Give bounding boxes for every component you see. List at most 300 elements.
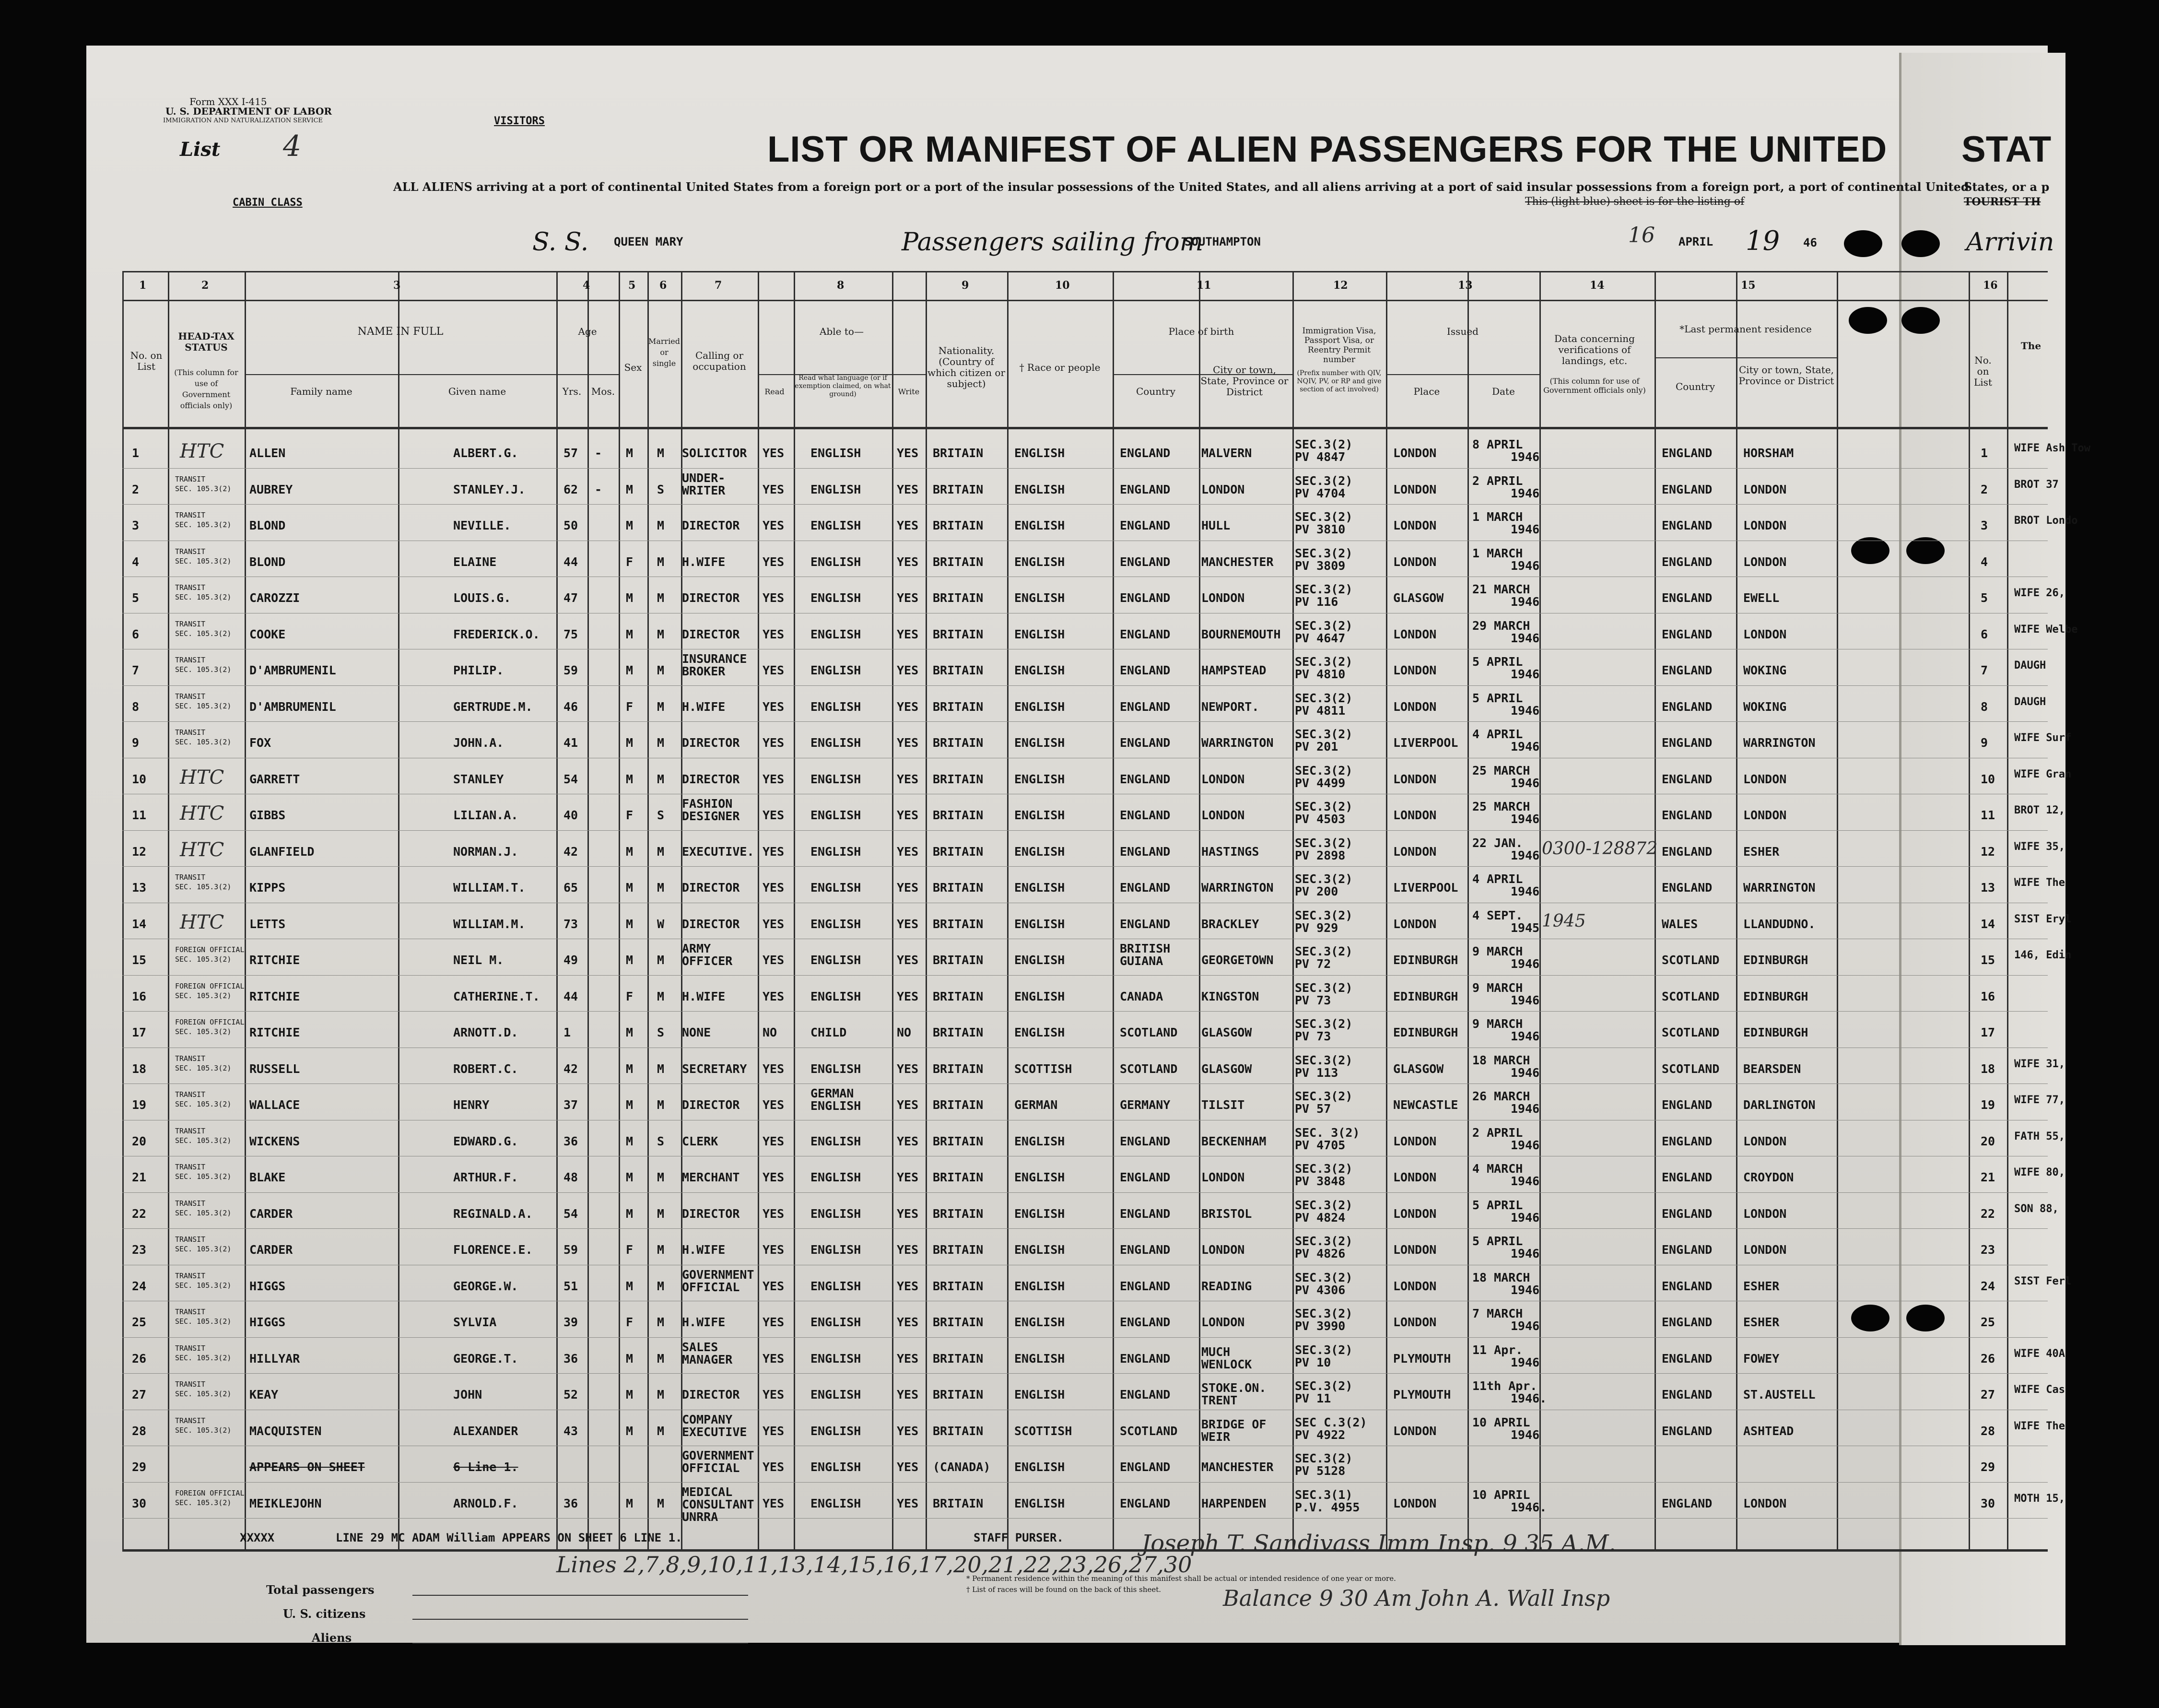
header-headtax-note: (This column for use of Government officials only) bbox=[174, 368, 238, 410]
column-rule bbox=[1467, 271, 1469, 1549]
sex: F bbox=[626, 699, 634, 714]
race-or-people: ENGLISH bbox=[1014, 953, 1065, 967]
departure-port: SOUTHAMPTON bbox=[1185, 235, 1261, 248]
row-number: 19 bbox=[132, 1098, 147, 1112]
visa-section: SEC.3(2) bbox=[1295, 510, 1353, 524]
row-number: 14 bbox=[132, 917, 147, 931]
headtax-section: SEC. 105.3(2) bbox=[175, 1317, 232, 1326]
can-read: YES bbox=[763, 699, 785, 714]
visa-section: SEC.3(2) bbox=[1295, 618, 1353, 633]
race-or-people: ENGLISH bbox=[1014, 1243, 1065, 1257]
age-years: 57 bbox=[563, 446, 578, 460]
row-number: 30 bbox=[132, 1496, 147, 1510]
residence-country: ENGLAND bbox=[1662, 1388, 1713, 1402]
age-years: 51 bbox=[563, 1279, 578, 1293]
given-name: REGINALD.A. bbox=[453, 1206, 533, 1221]
can-write: YES bbox=[897, 1315, 919, 1329]
can-read: YES bbox=[763, 1243, 785, 1257]
residence-city: LONDON bbox=[1743, 808, 1787, 822]
birth-city: LONDON bbox=[1201, 808, 1245, 822]
can-read: YES bbox=[763, 953, 785, 967]
residence-country: ENGLAND bbox=[1662, 554, 1713, 569]
nationality: BRITAIN bbox=[933, 1315, 984, 1329]
rule bbox=[122, 427, 2048, 429]
marital-status: M bbox=[657, 1170, 665, 1184]
marital-status: M bbox=[657, 1388, 665, 1402]
header-sex: Sex bbox=[624, 362, 642, 373]
relative-info: WIFE The bbox=[2014, 1420, 2065, 1432]
column-number: 14 bbox=[1590, 279, 1605, 292]
sailing-day: 16 bbox=[1628, 223, 1655, 247]
row-number-right: 19 bbox=[1981, 1098, 1995, 1112]
issued-year: 1946 bbox=[1511, 993, 1540, 1007]
can-write: YES bbox=[897, 881, 919, 895]
issued-place: LONDON bbox=[1393, 663, 1437, 677]
residence-country: ENGLAND bbox=[1662, 699, 1713, 714]
issued-date: 5 APRIL bbox=[1472, 655, 1523, 669]
headtax-status: FOREIGN OFFICIAL bbox=[175, 981, 245, 990]
race-or-people: ENGLISH bbox=[1014, 1388, 1065, 1402]
visa-number: PV 5128 bbox=[1295, 1464, 1346, 1478]
marital-status: M bbox=[657, 989, 665, 1003]
family-name: WICKENS bbox=[249, 1134, 300, 1148]
occupation: MERCHANT bbox=[682, 1170, 740, 1184]
given-name: FLORENCE.E. bbox=[453, 1243, 533, 1257]
race-or-people: ENGLISH bbox=[1014, 446, 1065, 460]
birth-country: ENGLAND bbox=[1120, 446, 1171, 460]
family-name: WALLACE bbox=[249, 1098, 300, 1112]
marital-status: M bbox=[657, 699, 665, 714]
headtax-status: TRANSIT bbox=[175, 1235, 206, 1244]
column-rule bbox=[647, 271, 649, 1549]
occupation: NONE bbox=[682, 1025, 711, 1039]
issued-date: 25 MARCH bbox=[1472, 800, 1530, 813]
headtax-status: TRANSIT bbox=[175, 1090, 206, 1099]
department: U. S. DEPARTMENT OF LABOR bbox=[165, 106, 332, 117]
header-name-in-full: NAME IN FULL bbox=[357, 326, 444, 338]
family-name: RITCHIE bbox=[249, 1025, 300, 1039]
column-rule bbox=[1654, 271, 1656, 1549]
occupation: SECRETARY bbox=[682, 1061, 747, 1076]
can-write: YES bbox=[897, 699, 919, 714]
column-number: 8 bbox=[837, 279, 845, 292]
birth-city: WARRINGTON bbox=[1201, 736, 1274, 750]
headtax-section: SEC. 105.3(2) bbox=[175, 1100, 232, 1108]
issued-year: 1946 bbox=[1511, 1427, 1540, 1442]
residence-city: LONDON bbox=[1743, 482, 1787, 496]
given-name: HENRY bbox=[453, 1098, 490, 1112]
residence-city: ESHER bbox=[1743, 844, 1780, 859]
age-years: 54 bbox=[563, 772, 578, 786]
us-citizens-label: U. S. citizens bbox=[283, 1607, 366, 1621]
family-name: APPEARS ON SHEET bbox=[249, 1460, 365, 1474]
column-rule bbox=[926, 271, 927, 1549]
headtax-section: SEC. 105.3(2) bbox=[175, 1353, 232, 1362]
ship-name: QUEEN MARY bbox=[614, 235, 683, 248]
balance-signature: Balance 9 30 Am John A. Wall Insp bbox=[1223, 1585, 1610, 1611]
sex: F bbox=[626, 1243, 634, 1257]
headtax-status: TRANSIT bbox=[175, 728, 206, 737]
headtax-status: HTC bbox=[180, 440, 224, 462]
occupation: GOVERNMENT bbox=[682, 1267, 754, 1282]
race-or-people: SCOTTISH bbox=[1014, 1424, 1072, 1438]
sex: M bbox=[626, 446, 634, 460]
issued-year: 1946 bbox=[1511, 812, 1540, 826]
visa-number: PV 113 bbox=[1295, 1065, 1338, 1080]
header-family-name: Family name bbox=[290, 386, 352, 397]
nationality: BRITAIN bbox=[933, 808, 984, 822]
occupation: DIRECTOR bbox=[682, 772, 740, 786]
header-issued-place: Place bbox=[1413, 386, 1440, 397]
can-write: YES bbox=[897, 663, 919, 677]
cabin-class-label: CABIN CLASS bbox=[233, 197, 303, 209]
tourist-label: TOURIST TH bbox=[1964, 196, 2041, 208]
can-read: YES bbox=[763, 1460, 785, 1474]
occupation: DIRECTOR bbox=[682, 627, 740, 641]
column-rule bbox=[619, 271, 620, 1549]
header-age: Age bbox=[578, 326, 597, 337]
issued-date: 4 MARCH bbox=[1472, 1162, 1523, 1176]
visa-section: SEC.3(2) bbox=[1295, 546, 1353, 560]
occupation: DIRECTOR bbox=[682, 736, 740, 750]
headtax-section: SEC. 105.3(2) bbox=[175, 1136, 232, 1145]
visa-section: SEC.3(2) bbox=[1295, 727, 1353, 741]
service: IMMIGRATION AND NATURALIZATION SERVICE bbox=[163, 117, 323, 124]
sex: M bbox=[626, 1496, 634, 1510]
issued-year: 1946 bbox=[1511, 631, 1540, 645]
footnote-residence: * Permanent residence within the meaning of this manifest shall be actual or intended residence of one year or more. bbox=[966, 1574, 1396, 1583]
residence-country: ENGLAND bbox=[1662, 1315, 1713, 1329]
visa-number: PV 4503 bbox=[1295, 812, 1346, 826]
marital-status: S bbox=[657, 482, 665, 496]
column-number: 4 bbox=[583, 279, 590, 292]
read-language: ENGLISH bbox=[810, 736, 861, 750]
visa-section: SEC. 3(2) bbox=[1295, 1125, 1360, 1140]
relative-info: WIFE 77, bbox=[2014, 1094, 2065, 1106]
nationality: BRITAIN bbox=[933, 518, 984, 532]
row-number: 27 bbox=[132, 1388, 147, 1402]
issued-year: 1946 bbox=[1511, 1210, 1540, 1225]
relative-info: MOTH 15, bbox=[2014, 1492, 2065, 1505]
row-rule bbox=[122, 685, 2048, 686]
residence-city: EWELL bbox=[1743, 591, 1780, 605]
can-write: YES bbox=[897, 1388, 919, 1402]
can-write: YES bbox=[897, 1098, 919, 1112]
family-name: MACQUISTEN bbox=[249, 1424, 322, 1438]
row-number: 7 bbox=[132, 663, 140, 677]
issued-year: 1946 bbox=[1511, 1029, 1540, 1043]
read-language: ENGLISH bbox=[810, 1243, 861, 1257]
residence-city: ASHTEAD bbox=[1743, 1424, 1794, 1438]
family-name: RITCHIE bbox=[249, 953, 300, 967]
headtax-section: SEC. 105.3(2) bbox=[175, 629, 232, 638]
given-name: WILLIAM.M. bbox=[453, 917, 526, 931]
headtax-status: TRANSIT bbox=[175, 1380, 206, 1389]
visa-section: SEC.3(2) bbox=[1295, 908, 1353, 922]
row-number-right: 11 bbox=[1981, 808, 1995, 822]
issued-year: 1946 bbox=[1511, 1283, 1540, 1297]
relative-info: WIFE Ash Tow bbox=[2014, 442, 2090, 454]
visa-number: PV 201 bbox=[1295, 740, 1338, 754]
headtax-section: SEC. 105.3(2) bbox=[175, 701, 232, 710]
visa-number: PV 116 bbox=[1295, 595, 1338, 609]
row-rule bbox=[122, 1228, 2048, 1229]
visa-section: SEC.3(2) bbox=[1295, 836, 1353, 850]
visa-number: PV 4499 bbox=[1295, 776, 1346, 790]
visa-section: SEC.3(2) bbox=[1295, 1053, 1353, 1067]
issued-year: 1946 bbox=[1511, 884, 1540, 898]
sailing-label: Passengers sailing from bbox=[902, 228, 1204, 257]
residence-country: ENGLAND bbox=[1662, 627, 1713, 641]
headtax-section: SEC. 105.3(2) bbox=[175, 1498, 232, 1507]
birth-country: ENGLAND bbox=[1120, 1134, 1171, 1148]
marital-status: M bbox=[657, 1243, 665, 1257]
headtax-section: SEC. 105.3(2) bbox=[175, 1027, 232, 1036]
can-read: YES bbox=[763, 518, 785, 532]
race-or-people: SCOTTISH bbox=[1014, 1061, 1072, 1076]
issued-year: 1946. bbox=[1511, 1500, 1547, 1514]
marital-status: M bbox=[657, 1061, 665, 1076]
family-name: RUSSELL bbox=[249, 1061, 300, 1076]
can-read: YES bbox=[763, 772, 785, 786]
headtax-section: SEC. 105.3(2) bbox=[175, 1208, 232, 1217]
birth-city: LONDON bbox=[1201, 772, 1245, 786]
read-language: ENGLISH bbox=[810, 808, 861, 822]
visa-section: SEC.3(2) bbox=[1295, 1451, 1353, 1465]
residence-city: ST.AUSTELL bbox=[1743, 1388, 1816, 1402]
birth-city: HASTINGS bbox=[1201, 844, 1259, 859]
visa-section: SEC C.3(2) bbox=[1295, 1415, 1367, 1429]
visa-number: PV 11 bbox=[1295, 1391, 1331, 1405]
rule bbox=[412, 1619, 748, 1620]
can-read: YES bbox=[763, 1424, 785, 1438]
list-label: List bbox=[180, 138, 221, 161]
age-years: 50 bbox=[563, 518, 578, 532]
sex: M bbox=[626, 1170, 634, 1184]
issued-date: 5 APRIL bbox=[1472, 1198, 1523, 1212]
birth-city: HULL bbox=[1201, 518, 1231, 532]
row-number: 26 bbox=[132, 1351, 147, 1366]
row-number-right: 7 bbox=[1981, 663, 1988, 677]
occupation: FASHION bbox=[682, 797, 733, 811]
family-name: GLANFIELD bbox=[249, 844, 315, 859]
read-language: ENGLISH bbox=[810, 1279, 861, 1293]
visa-number: PV 73 bbox=[1295, 1029, 1331, 1043]
age-years: 44 bbox=[563, 554, 578, 569]
family-name: HILLYAR bbox=[249, 1351, 300, 1366]
nationality: BRITAIN bbox=[933, 554, 984, 569]
row-number: 15 bbox=[132, 953, 147, 967]
residence-city: ESHER bbox=[1743, 1279, 1780, 1293]
year-prefix: 19 bbox=[1746, 225, 1780, 257]
issued-date: 9 MARCH bbox=[1472, 1017, 1523, 1031]
birth-country: ENGLAND bbox=[1120, 1243, 1171, 1257]
nationality: BRITAIN bbox=[933, 482, 984, 496]
row-number: 13 bbox=[132, 881, 147, 895]
sex: M bbox=[626, 953, 634, 967]
age-years: 41 bbox=[563, 736, 578, 750]
issued-year: 1946 bbox=[1511, 1174, 1540, 1188]
residence-city: BEARSDEN bbox=[1743, 1061, 1801, 1076]
read-language: ENGLISH bbox=[810, 1315, 861, 1329]
can-read: YES bbox=[763, 1388, 785, 1402]
given-name: ARNOTT.D. bbox=[453, 1025, 518, 1039]
age-years: 54 bbox=[563, 1206, 578, 1221]
issued-place: LONDON bbox=[1393, 772, 1437, 786]
row-number-right: 25 bbox=[1981, 1315, 1995, 1329]
headtax-status: HTC bbox=[180, 838, 224, 861]
header-the-right: The bbox=[2020, 340, 2042, 352]
row-number-right: 29 bbox=[1981, 1460, 1995, 1474]
visa-number: PV 4811 bbox=[1295, 703, 1346, 718]
marital-status: M bbox=[657, 1315, 665, 1329]
residence-country: ENGLAND bbox=[1662, 1170, 1713, 1184]
birth-country: ENGLAND bbox=[1120, 1460, 1171, 1474]
nationality: BRITAIN bbox=[933, 699, 984, 714]
nationality: BRITAIN bbox=[933, 881, 984, 895]
headtax-section: SEC. 105.3(2) bbox=[175, 1063, 232, 1072]
column-rule bbox=[556, 271, 558, 1549]
form-number: Form XXX I-415 bbox=[189, 96, 267, 107]
birth-city-line2: TRENT bbox=[1201, 1393, 1238, 1407]
relative-info: WIFE Gran bbox=[2014, 768, 2072, 780]
punch-hole bbox=[1906, 1305, 1945, 1331]
issued-date: 4 APRIL bbox=[1472, 872, 1523, 886]
family-name: FOX bbox=[249, 736, 271, 750]
residence-city: EDINBURGH bbox=[1743, 953, 1808, 967]
headtax-status: TRANSIT bbox=[175, 511, 206, 519]
handwritten-line-list: Lines 2,7,8,9,10,11,13,14,15,16,17,20,21,22,23,26,27,30 bbox=[556, 1552, 1192, 1578]
family-name: ALLEN bbox=[249, 446, 286, 460]
row-rule bbox=[122, 975, 2048, 976]
nationality: BRITAIN bbox=[933, 1098, 984, 1112]
header-headtax: HEAD-TAX STATUS bbox=[178, 330, 235, 353]
read-language-line2: ENGLISH bbox=[810, 1099, 861, 1113]
column-rule bbox=[168, 271, 169, 1549]
visa-section: SEC.3(2) bbox=[1295, 473, 1353, 488]
row-number: 20 bbox=[132, 1134, 147, 1148]
aliens-label: Aliens bbox=[312, 1631, 352, 1645]
birth-country: ENGLAND bbox=[1120, 736, 1171, 750]
visa-section: SEC.3(2) bbox=[1295, 582, 1353, 596]
race-or-people: ENGLISH bbox=[1014, 808, 1065, 822]
row-number-right: 16 bbox=[1981, 989, 1995, 1003]
row-number-right: 8 bbox=[1981, 699, 1988, 714]
residence-country: ENGLAND bbox=[1662, 518, 1713, 532]
sex: M bbox=[626, 1351, 634, 1366]
residence-country: ENGLAND bbox=[1662, 1496, 1713, 1510]
occupation: UNDER- bbox=[682, 471, 726, 485]
row-rule bbox=[122, 504, 2048, 505]
header-given-name: Given name bbox=[448, 386, 506, 397]
issued-date: 26 MARCH bbox=[1472, 1089, 1530, 1103]
row-number-right: 10 bbox=[1981, 772, 1995, 786]
birth-city: BRACKLEY bbox=[1201, 917, 1259, 931]
race-or-people: ENGLISH bbox=[1014, 1279, 1065, 1293]
row-rule bbox=[122, 866, 2048, 867]
occupation: DIRECTOR bbox=[682, 881, 740, 895]
residence-city: LLANDUDNO. bbox=[1743, 917, 1816, 931]
headtax-status: TRANSIT bbox=[175, 1343, 206, 1353]
race-or-people: ENGLISH bbox=[1014, 1460, 1065, 1474]
occupation: INSURANCE bbox=[682, 652, 747, 666]
footer-xxxxx: XXXXX bbox=[240, 1531, 275, 1544]
issued-place: LIVERPOOL bbox=[1393, 881, 1458, 895]
can-write: YES bbox=[897, 989, 919, 1003]
given-name: NEIL M. bbox=[453, 953, 504, 967]
row-rule bbox=[122, 1373, 2048, 1374]
footer-line29-note: LINE 29 MC ADAM William APPEARS ON SHEET 6 LINE 1. bbox=[336, 1531, 682, 1544]
can-read: YES bbox=[763, 627, 785, 641]
marital-status: M bbox=[657, 1496, 665, 1510]
issued-date: 9 MARCH bbox=[1472, 980, 1523, 995]
relative-info: WIFE 40A bbox=[2014, 1347, 2065, 1360]
headtax-section: SEC. 105.3(2) bbox=[175, 593, 232, 601]
residence-country: ENGLAND bbox=[1662, 663, 1713, 677]
visa-number: PV 4810 bbox=[1295, 667, 1346, 681]
issued-place: LONDON bbox=[1393, 917, 1437, 931]
row-number-right: 22 bbox=[1981, 1206, 1995, 1221]
headtax-status: TRANSIT bbox=[175, 1163, 206, 1171]
punch-hole bbox=[1901, 307, 1940, 334]
nationality: BRITAIN bbox=[933, 1170, 984, 1184]
issued-place: LONDON bbox=[1393, 1206, 1437, 1221]
marital-status: M bbox=[657, 591, 665, 605]
visa-section: SEC.3(2) bbox=[1295, 1234, 1353, 1248]
race-or-people: ENGLISH bbox=[1014, 1134, 1065, 1148]
issued-place: LONDON bbox=[1393, 699, 1437, 714]
read-language: ENGLISH bbox=[810, 953, 861, 967]
visa-section: SEC.3(2) bbox=[1295, 1343, 1353, 1357]
occupation: DIRECTOR bbox=[682, 591, 740, 605]
relative-info: SIST Eryl bbox=[2014, 913, 2072, 925]
headtax-status: TRANSIT bbox=[175, 1054, 206, 1063]
headtax-status: HTC bbox=[180, 766, 224, 789]
race-or-people: ENGLISH bbox=[1014, 772, 1065, 786]
relative-info: WIFE 80, bbox=[2014, 1166, 2065, 1178]
total-passengers-label: Total passengers bbox=[266, 1583, 375, 1597]
visa-section: SEC.3(2) bbox=[1295, 763, 1353, 777]
nationality: BRITAIN bbox=[933, 1351, 984, 1366]
subheader-rule bbox=[556, 374, 619, 375]
issued-year: 1946 bbox=[1511, 1319, 1540, 1333]
residence-city: WARRINGTON bbox=[1743, 736, 1816, 750]
race-or-people: ENGLISH bbox=[1014, 844, 1065, 859]
read-language: ENGLISH bbox=[810, 446, 861, 460]
visa-number: PV 3809 bbox=[1295, 558, 1346, 573]
row-number: 8 bbox=[132, 699, 140, 714]
given-name: ARTHUR.F. bbox=[453, 1170, 518, 1184]
column-number: 13 bbox=[1458, 279, 1473, 292]
nationality: BRITAIN bbox=[933, 663, 984, 677]
header-residence-city: City or town, State, Province or District bbox=[1738, 364, 1834, 387]
headtax-status: HTC bbox=[180, 802, 224, 825]
issued-place: LONDON bbox=[1393, 1243, 1437, 1257]
birth-city-line2: WEIR bbox=[1201, 1429, 1231, 1444]
race-or-people: ENGLISH bbox=[1014, 591, 1065, 605]
issued-date: 9 MARCH bbox=[1472, 944, 1523, 958]
visa-number: PV 3848 bbox=[1295, 1174, 1346, 1188]
issued-year: 1946 bbox=[1511, 1355, 1540, 1369]
issued-place: GLASGOW bbox=[1393, 591, 1444, 605]
marital-status: M bbox=[657, 1279, 665, 1293]
visa-section: SEC.3(2) bbox=[1295, 800, 1353, 813]
family-name: KIPPS bbox=[249, 881, 286, 895]
marital-status: M bbox=[657, 953, 665, 967]
row-number-right: 13 bbox=[1981, 881, 1995, 895]
read-language: ENGLISH bbox=[810, 1351, 861, 1366]
can-read: YES bbox=[763, 482, 785, 496]
